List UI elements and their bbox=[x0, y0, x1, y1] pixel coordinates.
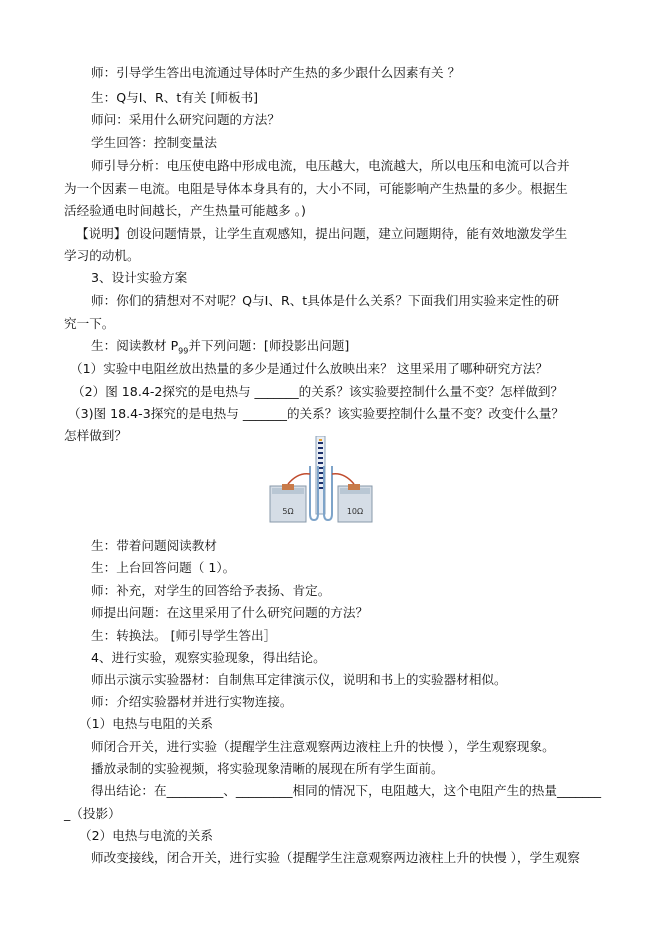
text-line-12: 究一下。 bbox=[64, 316, 115, 331]
text-line-5: 师引导分析：电压使电路中形成电流，电压越大，电流越大，所以电压和电流可以合并 bbox=[91, 158, 570, 173]
text-line-19: 生：上台回答问题（ 1）。 bbox=[91, 560, 236, 575]
textbook-page-number: 99 bbox=[178, 346, 189, 356]
question-1: （1）实验中电阻丝放出热量的多少是通过什么放映出来？ 这里采用了哪种研究方法？ bbox=[70, 361, 548, 376]
text-line-11: 师：你们的猜想对不对呢？Q与I、R、t具体是什么关系？下面我们用实验来定性的研 bbox=[91, 293, 560, 308]
text-line-27: 师闭合开关，进行实验（提醒学生注意观察两边液柱上升的快慢 ），学生观察现象。 bbox=[91, 739, 555, 754]
text-line-4: 学生回答：控制变量法 bbox=[91, 135, 217, 150]
textbook-page-prefix: 生：阅读教材 P bbox=[91, 338, 179, 353]
question-2: （2）图 18.4-2探究的是电热与 _______的关系？该实验要控制什么量不变？怎样做到？ bbox=[72, 384, 564, 399]
question-3: （3)图 18.4-3探究的是电热与 _______的关系？该实验要控制什么量不变？改变什么量？ bbox=[68, 406, 565, 421]
text-line-28: 播放录制的实验视频，将实验现象清晰的展现在所有学生面前。 bbox=[91, 761, 444, 776]
text-line-2: 生：Q与I、R、t有关 [师板书] bbox=[91, 90, 259, 105]
text-line-18: 生：带着问题阅读教材 bbox=[91, 538, 217, 553]
text-line-29: 得出结论：在_________、_________相同的情况下，电阻越大，这个电阻产生的热量_______ bbox=[91, 783, 602, 798]
text-line-24: 师出示演示实验器材：自制焦耳定律演示仪，说明和书上的实验器材相似。 bbox=[91, 672, 507, 687]
text-line-30: _（投影） bbox=[64, 806, 121, 821]
text-line-9: 学习的动机。 bbox=[64, 248, 140, 263]
text-line-25: 师：介绍实验器材并进行实物连接。 bbox=[91, 694, 293, 709]
question-3-continued: 怎样做到？ bbox=[64, 428, 127, 443]
text-line-3: 师问：采用什么研究问题的方法？ bbox=[91, 112, 280, 127]
text-line-32: 师改变接线，闭合开关，进行实验（提醒学生注意观察两边液柱上升的快慢 ），学生观察 bbox=[91, 850, 580, 865]
section-heading-4: 4、进行实验，观察实验现象，得出结论。 bbox=[91, 650, 326, 665]
subsection-heading-1: （1）电热与电阻的关系 bbox=[79, 716, 213, 731]
right-resistor-label: 10Ω bbox=[346, 507, 364, 516]
text-line-8: 【说明】创设问题情景，让学生直观感知，提出问题，建立问题期待，能有效地激发学生 bbox=[76, 226, 568, 241]
joule-law-apparatus-figure bbox=[268, 436, 374, 524]
section-heading-3: 3、设计实验方案 bbox=[91, 270, 188, 285]
text-line-22: 生：转换法。 [师引导学生答出］ bbox=[91, 628, 277, 643]
text-line-13 bbox=[91, 338, 349, 360]
text-line-21: 师提出问题：在这里采用了什么研究问题的方法？ bbox=[91, 605, 369, 620]
text-line-1: 师：引导学生答出电流通过导体时产生热的多少跟什么因素有关 ？ bbox=[91, 65, 461, 80]
subsection-heading-2: （2）电热与电流的关系 bbox=[79, 828, 213, 843]
text-line-7: 活经验通电时间越长，产生热量可能越多 。) bbox=[64, 203, 306, 218]
apparatus-illustration bbox=[268, 436, 374, 524]
textbook-page-suffix: 并下列问题：[师投影出问题] bbox=[188, 338, 350, 353]
left-resistor-label: 5Ω bbox=[282, 507, 294, 516]
text-line-6: 为一个因素－电流。电阻是导体本身具有的，大小不同，可能影响产生热量的多少。根据生 bbox=[64, 181, 568, 196]
text-line-20: 师：补充，对学生的回答给予表扬、肯定。 bbox=[91, 583, 331, 598]
